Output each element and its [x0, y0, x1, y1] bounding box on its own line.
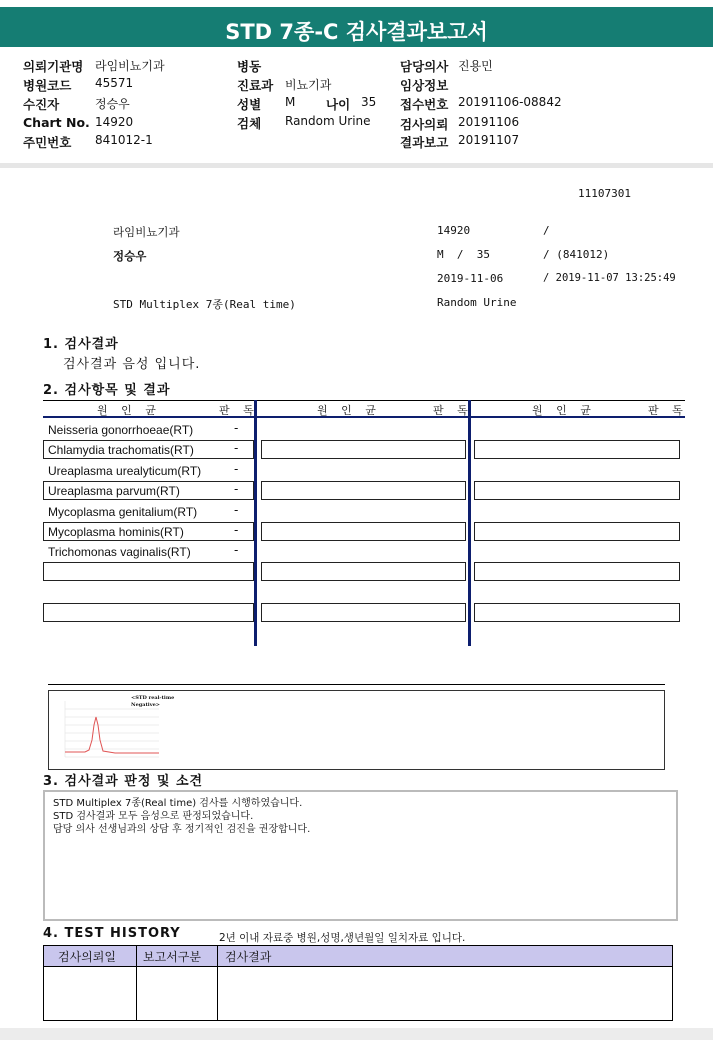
row-box [474, 440, 680, 459]
pathogen-result: - [234, 441, 239, 455]
sub-chart: 14920 [437, 224, 471, 237]
page-footer-band [0, 1028, 713, 1040]
col2-result-header: 판 독 [433, 404, 473, 417]
history-col-separator [136, 946, 137, 1020]
row-box [43, 562, 254, 581]
pathogen-name: Ureaplasma parvum(RT) [48, 484, 180, 498]
sub-collect-date: 2019-11-06 [437, 272, 504, 285]
opinion-line: STD Multiplex 7종(Real time) 검사를 시행하였습니다. [53, 798, 303, 809]
row-box [474, 603, 680, 622]
row-box [474, 522, 680, 541]
institution-label: 의뢰기관명 [23, 59, 84, 74]
chart-no-label: Chart No. [23, 115, 90, 130]
sub-birth: / (841012) [543, 248, 610, 261]
sub-slash: / [543, 224, 550, 237]
graph-top-line [48, 684, 665, 685]
row-box [261, 562, 466, 581]
request-date-label: 검사의뢰 [400, 117, 449, 132]
column-divider-1 [254, 400, 257, 646]
hospital-code-value: 45571 [95, 76, 134, 90]
report-date-value: 20191107 [458, 133, 520, 147]
report-title: STD 7종-C 검사결과보고서 [225, 20, 488, 44]
specimen-value: Random Urine [285, 114, 371, 128]
graph-legend-result: Negative> [131, 702, 160, 708]
graph-legend-title: <STD real-time [131, 695, 175, 701]
pathogen-result: - [234, 462, 239, 476]
sex-label: 성별 [237, 97, 262, 112]
patient-value: 정승우 [95, 97, 130, 111]
section4-title: 4. TEST HISTORY [43, 926, 181, 941]
history-col-request-date: 검사의뢰일 [58, 950, 116, 964]
table-top-line [43, 400, 685, 401]
title-bar [0, 7, 713, 47]
row-box [474, 481, 680, 500]
section1-summary: 검사결과 음성 입니다. [63, 357, 201, 372]
receipt-no-label: 접수번호 [400, 97, 449, 112]
row-box [261, 522, 466, 541]
resident-no-value: 841012-1 [95, 133, 153, 147]
history-col-result: 검사결과 [225, 950, 272, 964]
clinical-label: 임상정보 [400, 78, 449, 93]
opinion-line: STD 검사결과 모두 음성으로 판정되었습니다. [53, 811, 254, 822]
sex-value: M [285, 95, 296, 109]
col1-pathogen-header: 원 인 균 [97, 404, 161, 417]
col2-pathogen-header: 원 인 균 [317, 404, 381, 417]
sub-patient: 정승우 [113, 249, 147, 263]
col3-result-header: 판 독 [648, 404, 688, 417]
sub-clinic: 라임비뇨기과 [113, 225, 180, 239]
pathogen-name: Trichomonas vaginalis(RT) [48, 545, 191, 559]
pathogen-result: - [234, 503, 239, 517]
row-box [261, 440, 466, 459]
history-col-separator [217, 946, 218, 1020]
pathogen-name: Mycoplasma hominis(RT) [48, 525, 184, 539]
doctor-value: 진용민 [458, 59, 493, 73]
sub-report-datetime: / 2019-11-07 13:25:49 [543, 272, 676, 284]
header-separator [0, 163, 713, 168]
row-box [261, 481, 466, 500]
request-date-value: 20191106 [458, 115, 520, 129]
receipt-no-value: 20191106-08842 [458, 95, 562, 109]
resident-no-label: 주민번호 [23, 135, 72, 150]
pcr-graph-panel [48, 690, 665, 770]
opinion-line: 담당 의사 선생님과의 상담 후 정기적인 검진을 권장합니다. [53, 824, 311, 835]
report-id: 11107301 [578, 187, 631, 200]
sub-test-name: STD Multiplex 7종(Real time) [113, 298, 296, 311]
history-col-report-type: 보고서구분 [143, 950, 201, 964]
age-value: 35 [361, 95, 377, 109]
doctor-label: 담당의사 [400, 59, 449, 74]
report-date-label: 결과보고 [400, 135, 449, 150]
patient-label: 수진자 [23, 97, 60, 112]
pathogen-result: - [234, 421, 239, 435]
pathogen-name: Chlamydia trachomatis(RT) [48, 443, 194, 457]
col3-pathogen-header: 원 인 균 [532, 404, 596, 417]
sub-sex-age: M / 35 [437, 248, 490, 261]
department-value: 비뇨기과 [285, 78, 332, 92]
opinion-box [43, 790, 678, 921]
section1-title: 1. 검사결과 [43, 337, 119, 352]
col1-result-header: 판 독 [219, 404, 259, 417]
department-label: 진료과 [237, 78, 274, 93]
section2-title: 2. 검사항목 및 결과 [43, 383, 171, 398]
ward-label: 병동 [237, 59, 262, 74]
specimen-label: 검체 [237, 116, 262, 131]
pathogen-name: Neisseria gonorrhoeae(RT) [48, 423, 194, 437]
row-box [261, 603, 466, 622]
pathogen-name: Mycoplasma genitalium(RT) [48, 505, 198, 519]
section3-title: 3. 검사결과 판정 및 소견 [43, 774, 204, 789]
pathogen-result: - [234, 482, 239, 496]
age-label: 나이 [326, 97, 351, 112]
row-box [43, 603, 254, 622]
column-divider-2 [468, 400, 471, 646]
history-header-row [44, 946, 672, 967]
hospital-code-label: 병원코드 [23, 78, 72, 93]
pathogen-result: - [234, 543, 239, 557]
sub-specimen: Random Urine [437, 296, 517, 309]
test-history-table [43, 945, 673, 1021]
pathogen-name: Ureaplasma urealyticum(RT) [48, 464, 202, 478]
institution-value: 라임비뇨기과 [95, 59, 165, 73]
section4-note: 2년 이내 자료중 병원,성명,생년월일 일치자료 입니다. [219, 932, 466, 944]
chart-no-value: 14920 [95, 115, 134, 129]
row-box [474, 562, 680, 581]
pathogen-result: - [234, 523, 239, 537]
